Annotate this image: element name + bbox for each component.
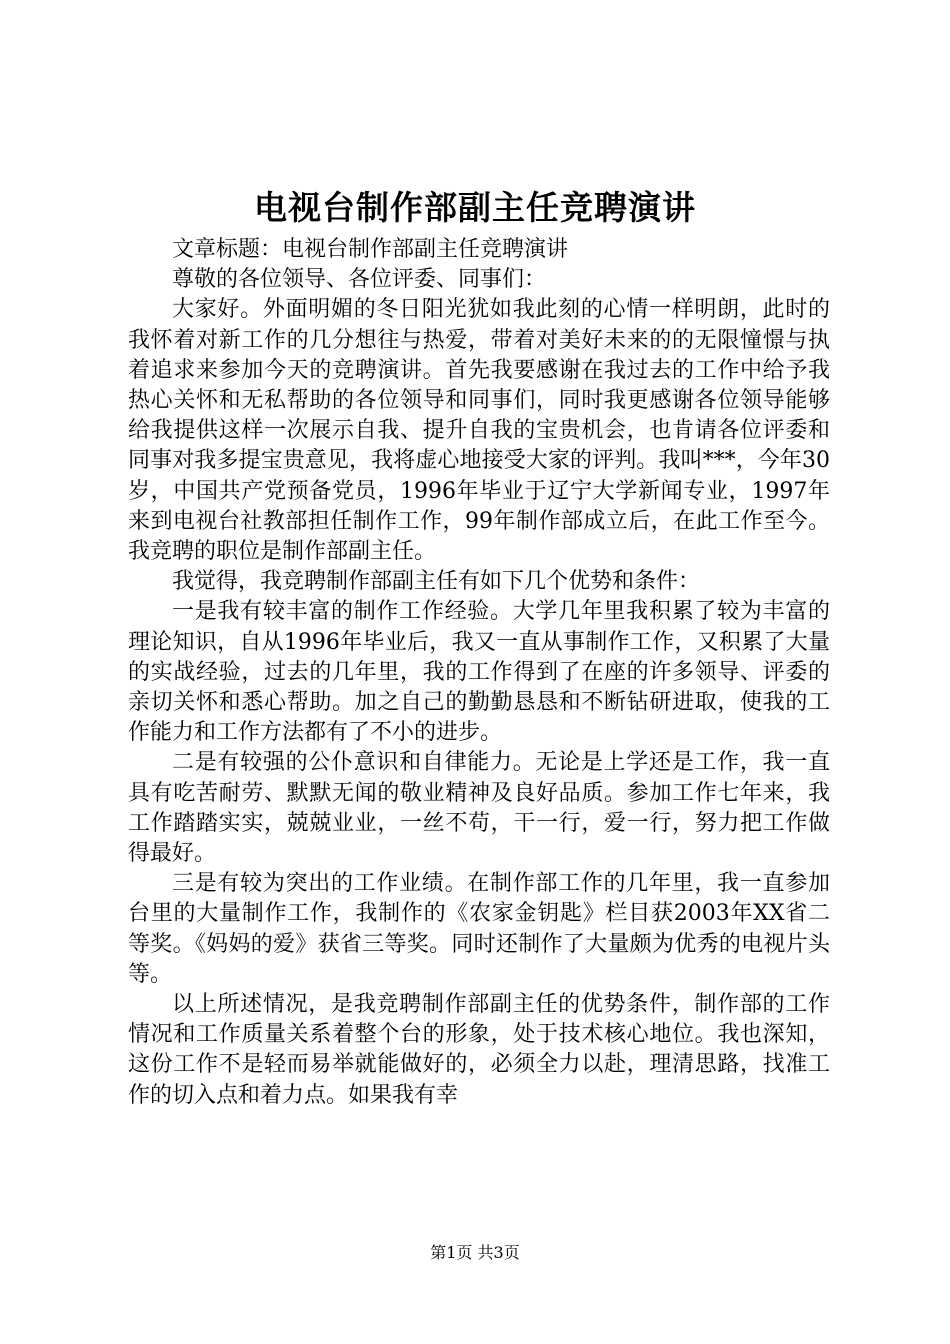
paragraph: 以上所述情况，是我竞聘制作部副主任的优势条件，制作部的工作情况和工作质量关系着整个台的形象，处于技术核心地位。我也深知，这份工作不是轻而易举就能做好的，必须全力以赴，理清思路，找准工作的切入点和着力点。如果我有幸 xyxy=(128,992,830,1108)
paragraph: 我觉得，我竞聘制作部副主任有如下几个优势和条件： xyxy=(172,569,701,595)
document-body xyxy=(128,235,830,1111)
paragraph: 三是有较为突出的工作业绩。在制作部工作的几年里，我一直参加台里的大量制作工作，我制作的《农家金钥匙》栏目获2003年XX省二等奖。《妈妈的爱》获省三等奖。同时还制作了大量颇为优秀的电视片头等。 xyxy=(128,871,830,987)
page-footer: 第1页 共3页 xyxy=(430,1243,520,1262)
article-title-line: 文章标题：电视台制作部副主任竞聘演讲 xyxy=(172,237,569,262)
paragraph: 二是有较强的公仆意识和自律能力。无论是上学还是工作，我一直具有吃苦耐劳、默默无闻的敬业精神及良好品质。参加工作七年来，我工作踏踏实实，兢兢业业，一丝不苟，干一行，爱一行，努力把工作做得最好。 xyxy=(128,750,830,867)
document-title: 电视台制作部副主任竞聘演讲 xyxy=(254,188,696,227)
salutation: 尊敬的各位领导、各位评委、同事们： xyxy=(172,267,547,293)
paragraph: 大家好。外面明媚的冬日阳光犹如我此刻的心情一样明朗，此时的我怀着对新工作的几分想往与热爱，带着对美好未来的的无限憧憬与执着追求来参加今天的竞聘演讲。首先我要感谢在我过去的工作中给予我热心关怀和无私帮助的各位领导和同事们，同时我更感谢各位领导能够给我提供这样一次展示自我、提升自我的宝贵机会，也肯请各位评委和同事对我多提宝贵意见，我将虚心地接受大家的评判。我叫***，今年30岁，中国共产党预备党员，1996年毕业于辽宁大学新闻专业，1997年来到电视台社教部担任制作工作，99年制作部成立后，在此工作至今。我竞聘的职位是制作部副主任。 xyxy=(128,297,830,565)
paragraph: 一是我有较丰富的制作工作经验。大学几年里我积累了较为丰富的理论知识，自从1996年毕业后，我又一直从事制作工作，又积累了大量的实战经验，过去的几年里，我的工作得到了在座的许多领导、评委的亲切关怀和悉心帮助。加之自己的勤勤恳恳和不断钻研进取，使我的工作能力和工作方法都有了不小的进步。 xyxy=(128,599,830,746)
